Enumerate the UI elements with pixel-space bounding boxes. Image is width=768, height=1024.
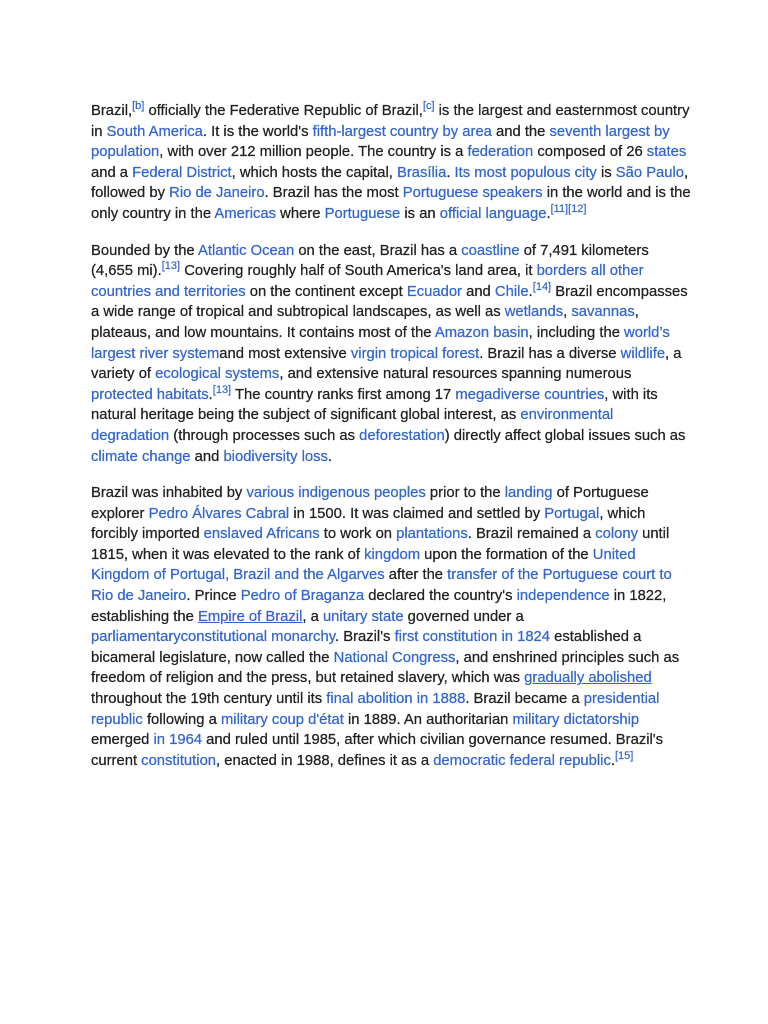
citation-12[interactable]: [12] — [568, 202, 587, 215]
link-wetlands[interactable]: wetlands — [504, 304, 564, 321]
link-gradually-abolished[interactable]: gradually abolished — [524, 670, 652, 687]
text-run: in 1822, establishing the — [91, 588, 667, 625]
link-americas[interactable]: Americas — [214, 205, 277, 222]
text-run: . — [208, 386, 213, 403]
link-atlantic-ocean[interactable]: Atlantic Ocean — [197, 242, 295, 259]
link-fifth-largest-country-by-area[interactable]: fifth-largest country by area — [312, 123, 492, 140]
link-enslaved-africans[interactable]: enslaved Africans — [203, 526, 320, 543]
text-run: declared the country's — [364, 588, 517, 605]
text-run: in 1889. An authoritarian — [343, 711, 513, 728]
text-run: , plateaus, and low mountains. It contains most of the — [91, 304, 639, 341]
text-run: , which hosts the capital, — [231, 164, 397, 181]
paragraph-1 — [91, 101, 691, 225]
text-run: is an — [400, 205, 440, 222]
link-bras-lia[interactable]: Brasília — [396, 164, 447, 181]
text-run: and a — [91, 164, 133, 181]
link-final-abolition-in-1888[interactable]: final abolition in 1888 — [326, 691, 466, 708]
link-federal-district[interactable]: Federal District — [132, 164, 232, 181]
link-coastline[interactable]: coastline — [461, 242, 520, 259]
link-world-s-largest-river-system[interactable]: world’s largest river system — [91, 324, 670, 362]
link-virgin-tropical-forest[interactable]: virgin tropical forest — [350, 345, 480, 362]
text-run: , including the — [528, 324, 625, 341]
link-ecuador[interactable]: Ecuador — [406, 283, 462, 300]
link-first-constitution-in-1824[interactable]: first constitution in 1824 — [394, 629, 551, 646]
link-ecological-systems[interactable]: ecological systems — [155, 366, 280, 383]
text-run: . Brazil became a — [465, 691, 584, 708]
text-run: on the east, Brazil has a — [294, 242, 462, 259]
link-empire-of-brazil[interactable]: Empire of Brazil — [197, 608, 303, 625]
link-amazon-basin[interactable]: Amazon basin — [434, 324, 529, 341]
link-rio-de-janeiro[interactable]: Rio de Janeiro — [169, 185, 265, 202]
link-portuguese[interactable]: Portuguese — [324, 205, 401, 222]
text-run: composed of 26 — [533, 144, 647, 161]
text-run: , with its natural heritage being the subject of significant global interest, as — [91, 386, 658, 424]
text-run: . Brazil has the most — [264, 185, 403, 202]
citation-13[interactable]: [13] — [212, 383, 232, 396]
link-savannas[interactable]: savannas — [571, 304, 635, 321]
link-presidential-republic[interactable]: presidential republic — [91, 691, 660, 728]
link-official-language[interactable]: official language — [439, 205, 547, 222]
text-run: (through processes such as — [169, 427, 360, 444]
link-transfer-of-the-portuguese-court-to-rio-de-janeiro[interactable]: transfer of the Portuguese court to Rio de Janeiro — [91, 567, 672, 605]
text-run: Brazil encompasses a wide range of tropical and subtropical landscapes, as well as — [91, 283, 688, 321]
link-borders-all-other-countries-and-territories[interactable]: borders all other countries and territories — [91, 263, 644, 300]
link-unitary-state[interactable]: unitary state — [322, 608, 404, 625]
link-colony[interactable]: colony — [595, 526, 638, 543]
text-run: upon the formation of the — [420, 546, 593, 563]
text-run: until 1815, when it was elevated to the rank of — [91, 526, 670, 563]
link-environmental-degradation[interactable]: environmental degradation — [91, 407, 614, 444]
text-run: , followed by — [91, 164, 689, 202]
text-run: . — [528, 283, 533, 300]
link-states[interactable]: states — [646, 144, 687, 161]
link-s-o-paulo[interactable]: São Paulo — [615, 164, 685, 181]
link-federation[interactable]: federation — [467, 144, 534, 161]
link-parliamentaryconstitutional-monarchy[interactable]: parliamentaryconstitutional monarchy — [91, 629, 335, 646]
text-run: , and enshrined principles such as freedom of religion and the press, but retained slavery, which was — [91, 649, 680, 687]
link-military-dictatorship[interactable]: military dictatorship — [512, 711, 640, 728]
link-portugal[interactable]: Portugal — [544, 505, 600, 522]
text-run: of 7,491 kilometers (4,655 mi). — [91, 242, 649, 280]
paragraph-2 — [91, 241, 691, 468]
link-portuguese-speakers[interactable]: Portuguese speakers — [402, 185, 543, 202]
text-run: following a — [142, 711, 221, 728]
link-democratic-federal-republic[interactable]: democratic federal republic — [433, 752, 611, 769]
link-landing[interactable]: landing — [504, 485, 553, 502]
citation-14[interactable]: [14] — [532, 280, 552, 293]
link-biodiversity-loss[interactable]: biodiversity loss — [223, 448, 328, 465]
link-constitution[interactable]: constitution — [141, 752, 217, 769]
text-run: in 1500. It was claimed and settled by — [289, 505, 545, 522]
text-run: , — [563, 304, 572, 321]
text-run: after the — [384, 567, 448, 584]
article-body — [91, 101, 691, 771]
citation-11[interactable]: [11] — [550, 202, 569, 215]
link-in-1964[interactable]: in 1964 — [153, 732, 203, 749]
text-run: , a — [302, 608, 323, 625]
text-run: . — [610, 752, 615, 769]
link-various-indigenous-peoples[interactable]: various indigenous peoples — [246, 485, 426, 502]
text-run: and — [190, 448, 224, 465]
text-run: . It is the world's — [202, 123, 313, 140]
text-run: on the continent except — [245, 283, 407, 300]
citation-13[interactable]: [13] — [161, 260, 181, 273]
text-run: . Brazil's — [335, 629, 395, 646]
text-run: . — [546, 205, 551, 222]
link-kingdom[interactable]: kingdom — [364, 546, 421, 563]
link-pedro-of-braganza[interactable]: Pedro of Braganza — [240, 588, 365, 605]
link-its-most-populous-city[interactable]: Its most populous city — [454, 164, 597, 181]
text-run: of Portuguese explorer — [91, 485, 649, 522]
text-run: to work on — [319, 526, 397, 543]
link-megadiverse-countries[interactable]: megadiverse countries — [455, 386, 605, 403]
link-south-america[interactable]: South America — [106, 123, 203, 140]
text-run: . Prince — [186, 588, 241, 605]
text-run: Covering roughly half of South America's land area, it — [180, 263, 537, 280]
text-run: . Brazil has a diverse — [479, 345, 621, 362]
link-seventh-largest-by-population[interactable]: seventh largest by population — [91, 123, 670, 161]
link-pedro-lvares-cabral[interactable]: Pedro Álvares Cabral — [148, 505, 290, 522]
text-run: ) directly affect global issues such as — [444, 427, 686, 444]
text-run: is — [596, 164, 616, 181]
text-run: . Brazil remained a — [467, 526, 596, 543]
link-plantations[interactable]: plantations — [396, 526, 468, 543]
link-military-coup-d-tat[interactable]: military coup d'état — [220, 711, 344, 728]
text-run: Brazil, — [91, 103, 133, 119]
text-run: Brazil was inhabited by — [91, 485, 247, 502]
link-deforestation[interactable]: deforestation — [359, 427, 445, 444]
text-run: . — [327, 448, 333, 465]
text-run: established a bicameral legislature, now called the — [91, 629, 642, 666]
text-run: and — [461, 283, 495, 300]
text-run: emerged — [91, 732, 154, 749]
text-run: , with over 212 million people. The country is a — [159, 144, 468, 161]
text-run: is the largest and easternmost country in — [91, 103, 690, 140]
link-united-kingdom-of-portugal-brazil-and-the-algarves[interactable]: United Kingdom of Portugal, Brazil and the Algarves — [91, 546, 636, 584]
text-run: , enacted in 1988, defines it as a — [216, 752, 434, 769]
citation-b[interactable]: [b] — [132, 99, 145, 112]
text-run: governed under a — [403, 608, 524, 625]
citation-c[interactable]: [c] — [422, 99, 435, 112]
text-run: in the world and is the only country in the — [91, 185, 691, 222]
link-independence[interactable]: independence — [516, 588, 610, 605]
text-run: and ruled until 1985, after which civilian governance resumed. Brazil's current — [91, 732, 664, 769]
text-run: and the — [491, 123, 550, 140]
text-run: where — [276, 205, 325, 222]
text-run: , which forcibly imported — [91, 505, 646, 543]
text-run: throughout the 19th century until its — [91, 691, 327, 708]
text-run: . — [446, 164, 455, 181]
text-run: Bounded by the — [91, 242, 198, 259]
paragraph-3 — [91, 483, 691, 771]
text-run: prior to the — [425, 485, 505, 502]
text-run: , and extensive natural resources spanning numerous — [279, 366, 632, 383]
link-climate-change[interactable]: climate change — [91, 448, 191, 465]
link-chile[interactable]: Chile — [494, 283, 529, 300]
link-wildlife[interactable]: wildlife — [620, 345, 666, 362]
text-run: officially the Federative Republic of Brazil, — [144, 103, 423, 119]
text-run: The country ranks first among 17 — [231, 386, 456, 403]
text-run: , a variety of — [91, 345, 682, 383]
citation-15[interactable]: [15] — [614, 749, 634, 762]
text-run: and most extensive — [219, 345, 351, 362]
link-national-congress[interactable]: National Congress — [333, 649, 456, 666]
link-protected-habitats[interactable]: protected habitats — [91, 386, 209, 403]
